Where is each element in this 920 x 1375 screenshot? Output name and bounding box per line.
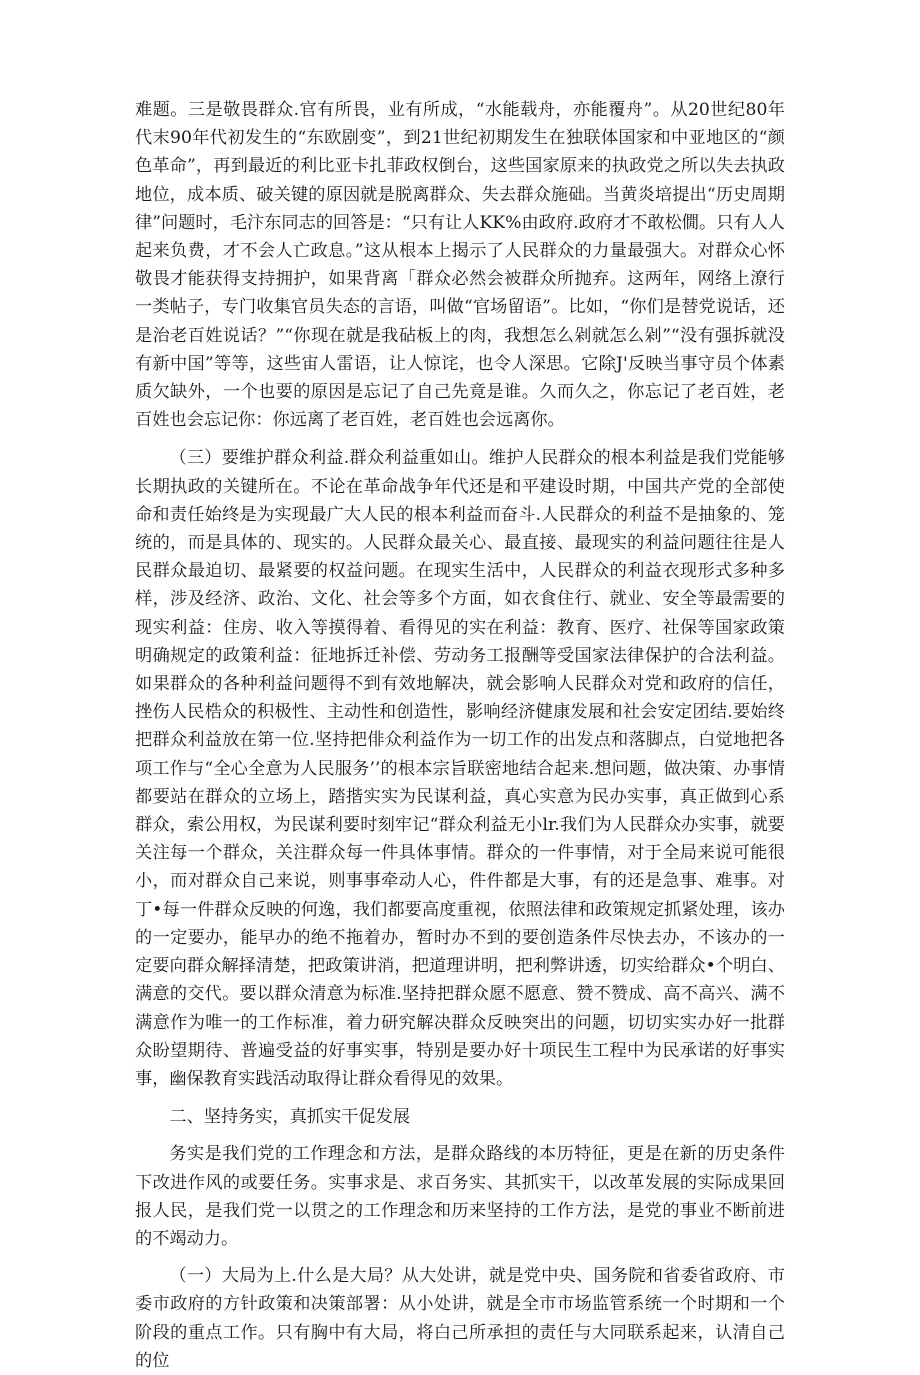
- paragraph-4: （一）大局为上.什么是大局？从大处讲，就是党中央、国务院和省委省政府、市委市政府的方针政策和决策部署：从小处讲，就是全市市场监管系统一个时期和一个阶段的重点工作。只有胸中有大局，将白己所承担的责任与大同联系起来，认清自己的位: [135, 1266, 785, 1371]
- section-heading: 二、坚持务实，真抓实干促发展: [169, 1107, 411, 1128]
- document-page: [135, 96, 785, 1375]
- paragraph-1: 难题。三是敬畏群众.官有所畏，业有所成，“水能载舟，亦能覆舟”。从20世纪80年代末90年代初发生的“东欧剧变”，到21世纪初期发生在独联体国家和中亚地区的“颜色革命”，再到最近的利比亚卡扎菲政权倒台，这些国家原来的执政党之所以失去执政地位，成本质、破关键的原因就是脱离群众、失去群众施础。当黄炎培提出“历史周期律”问题时，毛汴东同志的回答是：“只有让人KK%由政府.政府才不敢松僩。只有人人起来负费，才不会人亡政息。”这从根本上揭示了人民群众的力量最强大。对群众心怀敬畏才能获得支持拥护，如果背离「群众必然会被群众所抛弃。这两年，网络上潦行一类帖子，专门收集官员失态的言语，叫做“官场留语”。比如，“你们是替党说话，还是治老百姓说话？”“你现在就是我砧板上的肉，我想怎么剁就怎么剁”“没有强拆就没有新中国”等等，这些宙人雷语，让人惊诧，也令人深思。它除J'反映当事守员个体素质欠缺外，一个也要的原因是忘记了自己先竟是谁。久而久之，你忘记了老百姓，老百姓也会忘记你：你远离了老百姓，老百姓也会远离你。: [135, 100, 785, 431]
- paragraph-2: （三）要维护群众利益.群众利益重如山。维护人民群众的根本利益是我们党能够长期执政的关键所在。不论在革命战争年代还是和平建设时期，中国共产党的全部使命和责任始终是为实现最广大人民的根本利益而奋斗.人民群众的利益不是抽象的、笼统的，而是具体的、现实的。人民群众最关心、最直接、最现实的利益问题往往是人民群众最迫切、最紧要的权益问题。在现实生活中，人民群众的利益衣现形式多种多样，涉及经济、政治、文化、社会等多个方面，如衣食住行、就业、安全等最需要的现实利益：住房、收入等摸得着、看得见的实在利益：教育、医疗、社保等国家政策明确规定的政策利益：征地拆迁补偿、劳动务工报酬等受国家法律保护的合法利益。如果群众的各种利益问题得不到有效地解决，就会影响人民群众对党和政府的信任，挫伤人民梏众的积极性、主动性和创造性，影响经济健康发展和社会安定团结.要始终把群众利益放在第一位.坚持把俳众利益作为一切工作的出发点和落脚点，白觉地把各项工作与“全心全意为人民服务’’的根本宗旨联密地结合起来.想问题，做决策、办事情都要站在群众的立场上，踏揩实实为民谋利益，真心实意为民办实事，真正做到心系群众，索公用权，为民谋利要时刻牢记“群众利益无小lr.我们为人民群众办实事，就要关注每一个群众，关注群众每一件具体事情。群众的一件事情，对于全局来说可能很小，而对群众自己来说，则事事牵动人心，件件都是大事，有的还是急事、难事。对丁•每一件群众反映的何逸，我们都要高度重视，依照法律和政策规定抓紧处理，该办的一定要办，能早办的绝不拖着办，暂时办不到的要创造条件尽快去办，不该办的一定要向群众解择清楚，把政策讲消，把道理讲明，把利弊讲透，切实给群众•个明白、满意的交代。要以群众清意为标准.坚持把群众愿不愿意、赞不赞成、高不高兴、满不满意作为唯一的工作标准，着力研究解决群众反映突出的问题，切切实实办好一批群众盼望期待、普遍受益的好事实事，特别是要办好十项民生工程中为民承诺的好事实事，幽保教育实践活动取得让群众看得见的效果。: [135, 448, 785, 1089]
- paragraph-3: 务实是我们党的工作理念和方法，是群众路线的本历特征，更是在新的历史条件下改进作风的或要任务。实事求是、求百务实、其抓实干，以改革发展的实际成果回报人民，是我们党一以贯之的工作理念和历来坚持的工作方法，是党的事业不断前进的不竭动力。: [135, 1144, 785, 1249]
